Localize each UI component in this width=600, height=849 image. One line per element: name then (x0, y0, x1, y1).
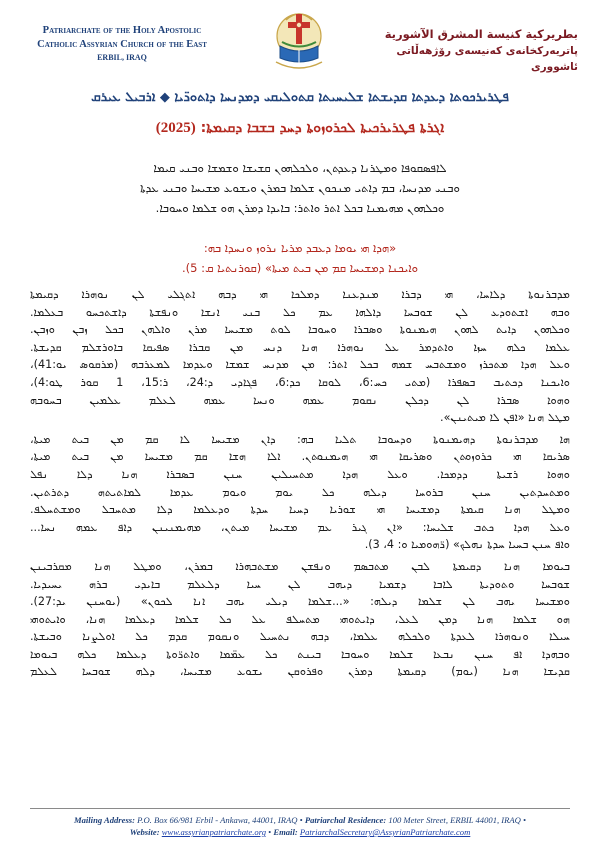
body-line: ܘܥܠ ܗܕܐ ܟܬܒ ܫܠܝܚܐ: «ܐܢ ܓܝܪ ܥܡ ܡܫܝܚܐ ܡܝܬܢ، ܡܗܝܡܢܝܢܢ ܕܐܦ ܥܡܗ ܢܚܐ... (30, 520, 570, 534)
footer-separator: • (299, 815, 303, 825)
scripture-quote-line: ܘܐܝܟܢܐ ܕܡܫܝܚܐ ܩܡ ܡܢ ܒܝܬ ܡܝܬܐ» (ܩܘܪܢܬܝܐ ܩ: 5). (181, 261, 419, 275)
website-label: Website: (129, 827, 160, 837)
letter-body (30, 286, 570, 685)
body-line: ܘܗܘܐ ܪܫܝܬܐ ܕܕܡܟܐ. ܘܥܠ ܗܕܐ ܡܬܚܝܠܝܢ ܚܢܢ ܒܣܒܪܐ ܗܢܐ ܕܠܐ ܢܦܠ (30, 467, 570, 481)
footer-address-line (20, 814, 580, 826)
body-line: ܘܡܫܝܚܐ ܝܗܒ ܠܢ ܫܠܡܐ ܕܝܠܗ: «...ܫܠܡܐ ܕܝܠܝ ܝܗܒ ܐܢܐ ܠܟܘܢ» (ܝܘܚܢܢ ܝܕ:27). (30, 595, 570, 609)
footer-divider (30, 808, 570, 809)
letterhead-english-line1: Patriarchate of the Holy Apostolic (42, 25, 202, 36)
letterhead-english (22, 24, 222, 62)
scripture-quote-line: «ܗܕܐ ܗܝ ܝܘܡܐ ܕܥܒܕ ܡܪܝܐ ܢܪܘܙ ܘܢܚܕܐ ܒܗ: (203, 241, 397, 255)
body-line: ܩܕܝܫܐ ܗܢܐ (ܝܘܡ) ܕܩܝܡܬܐ ܕܡܪܢ ܘܦܪܘܩܢ ܝܫܘܥ ܡܫܝܚܐ، ܕܠܗ ܫܘܒܚܐ ܠܥܠܡ (30, 665, 570, 679)
body-line: ܫܘܒܚܐ ܘܬܘܕܝܬܐ ܠܐܒܐ ܕܫܡܝܐ ܕܝܗܒ ܠܢ ܚܝܐ ܕܠܥܠܡ ܒܐܝܕܝ ܒܪܗ ܝܚܝܕܝܐ. (30, 577, 570, 591)
salutation-line: ܘܟܠܗܘܢ ܡܗܝܡܢܐ ܒܟܠ ܐܬܪ ܘܐܬܪ: ܒܐܝܕܐ ܕܡܪܢ ܗܘ ܫܠܡܐ ܘܚܘܒܐ. (155, 201, 445, 215)
salutation-line: ܘܒܢܝ ܡܕܢܚܐ، ܒܡ ܕܐܬܝ ܡܢܟܘܢ ܫܠܡܐ ܒܡܪܢ ܘܝܫܘܥ ܡܫܝܚܐ ܘܒܢܝ ܥܕܬܐ (140, 181, 460, 195)
body-line: ܥܠܡܐ ܟܠܗ ܚܙܐ ܘܐܬܕܡܪ ܥܠ ܢܘܗܪܐ ܗܢܐ ܕܢܚ ܡܢ ܩܒܪܐ ܣܦܝܩܐ ܒܐܘܪܫܠܡ ܩܕܝܫܬܐ. (30, 340, 570, 354)
body-line: ܘܟܠܗܘܢ ܕܐܝܬ ܠܗܘܢ ܗܝܡܢܘܬܐ ܘܣܒܪܐ ܘܚܘܒܐ ܠܘܬ ܡܫܝܚܐ ܡܪܢ ܘܐܠܗܢ ܒܟܠ ܙܒܢ ܘܙܒܢ. (30, 323, 570, 337)
body-line: ܒܝܘܡܐ ܗܢܐ ܕܩܝܡܬܐ ܠܒܢ ܡܬܒܣܡ ܘܢܦܫܢ ܡܫܬܒܗܪܐ ܒܡܪܢ، ܘܡܛܠ ܗܢܐ ܡܩܪܒܝܢܢ (30, 559, 570, 573)
salutation (48, 158, 552, 218)
document-title-text: ܐܓܪܬܐ ܦܛܪܝܪܟܝܬܐ ܠܟܪܘܙܘܬܐ ܕܚܕ ܒܫܒܐ ܕܩܝܡܬܐ: (200, 120, 445, 136)
church-cross-book-emblem-icon (266, 6, 332, 78)
body-line: ܗܘ ܫܠܡܐ ܗܢܐ ܕܡܢ ܠܥܠ، ܕܐܝܬܘܗܝ ܡܬܚܠܦ ܥܠ ܟܠ ܫܠܡܐ ܕܥܠܡܐ ܗܢܐ، ܘܐܝܬܘܗܝ (30, 612, 570, 626)
footer-contact-line (20, 826, 580, 838)
syriac-letterhead-line: ܦܛܪܝܪܟܘܬܐ ܕܥܕܬܐ ܩܕܝܫܬܐ ܫܠܝܚܝܬܐ ܩܬܘܠܝܩܝ ܕܡܕܢܚܐ ܕܐܬܘܖ̈ܝܐ ◆ ܐܪܒܝܠ ܥܝܪܩ (91, 90, 509, 105)
body-line: ܘܒܗ ܐܫܬܘܕܥ ܠܢ ܫܘܒܚܐ ܕܐܠܗܐ ܥܡ ܟܠ ܒܢܝ ܐܢܫܐ ܘܢܦܫܬܐ ܕܐܫܬܟܚܘ ܒܥܠܡܐ. (30, 305, 570, 319)
body-line: ܘܥܠ ܗܕܐ ܡܬܟܪܙ ܘܡܫܬܒܚ ܫܡܗ ܒܟܠ ܐܬܪ: ܡܢ ܡܕܢܚ ܫܡܫܐ ܘܥܕܡܐ ܠܡܥܪܒܗ (ܡܪܩܘܣ ܝܘ:41)، (30, 358, 570, 372)
letterhead-arabic-line: بطريركية كنيسة المشرق الآشورية (384, 27, 578, 41)
patriarchal-residence-label: Patriarchal Residence: (304, 815, 387, 825)
body-line: ܣܪܝܩܐ ܗܝ ܟܪܘܙܘܬܢ ܘܣܪܝܩܐ ܗܝ ܗܝܡܢܘܬܢ. ܐܠܐ ܗܫܐ ܩܡ ܡܫܝܚܐ ܡܢ ܒܝܬ ܡܝܬܐ، (30, 450, 570, 464)
mailing-address-value: P.O. Box 66/981 Erbil - Ankawa, 44001, IRAQ (137, 815, 298, 825)
email-label: Email: (273, 827, 298, 837)
mailing-address-label: Mailing Address: (73, 815, 136, 825)
document-title (24, 120, 576, 137)
body-line: ܗܐ ܡܕܒܪܢܘܬܐ ܕܗܝܡܢܘܬܐ ܘܕܚܘܒܐ ܬܠܝܐ ܒܗ: ܕܐܢ ܡܫܝܚܐ ܠܐ ܩܡ ܡܢ ܒܝܬ ܡܝܬܐ، (30, 432, 570, 446)
body-line: ܡܛܠ ܗܢܐ «ܐܦܢ ܠܐ ܡܝܬܝܢܢ». (440, 411, 570, 425)
body-paragraph (30, 286, 570, 427)
salutation-line: ܠܐܦܣܩܘܦܐ ܘܡܛܪܢܐ ܕܥܕܬܢ، ܘܠܟܠܗܘܢ ܩܫܝܫܐ ܘܫܡܫܐ ܘܒܢܝ ܩܝܡܐ (153, 161, 447, 175)
body-line: ܘܐܦ ܚܢܢ ܒܚܝܐ ܚܕܬܐ ܢܗܠܟ» (ܪ̈ܗܘܡܝܐ ܘ: 4، 3). (364, 538, 570, 552)
body-line: ܘܐܝܟܢܐ ܕܟܬܝܒ ܒܣܦܪܐ (ܡܬܝ ܟܚ:6، ܠܘܩܐ ܟܕ:6، ܦܓܐܕܝ ܕ:24، ܪ:15، 1 ܩܘܪ ܛܘ:4)، (30, 375, 570, 389)
footer (20, 814, 580, 838)
body-paragraph (30, 558, 570, 681)
letterhead-arabic (378, 26, 578, 75)
footer-separator: • (268, 827, 272, 837)
body-line: ܘܗܘܐ ܣܒܪܐ ܠܢ ܕܟܠܢ ܢܩܘܡ ܥܡܗ ܘܢܚܐ ܥܡܗ ܠܥܠܡ ܥܠܡܝܢ ܒܚܘܒܗ (30, 393, 570, 407)
body-line: ܚܝܠܐ ܘܢܘܗܪܐ ܠܥܕܬܐ ܘܠܟܠܗ ܥܠܡܐ، ܕܒܗ ܢܬܚܝܠ ܘܢܩܘܡ ܩܕܡ ܟܠ ܐܘܠܨܢܐ ܘܒܝܫܬܐ. (30, 630, 570, 644)
body-line: ܘܡܬܚܕܬܝܢ ܚܢܢ ܒܪܘܚܐ ܕܝܠܗ ܟܠ ܝܘܡ ܘܝܘܡ ܥܕܡܐ ܠܡܐܬܝܬܗ ܕܬܪܬܝܢ. (30, 485, 570, 499)
body-line: ܡܕܒܪܢܘܬܐ ܕܠܐܚܐ، ܗܝ ܕܒܪܐ ܡܢܕܥܢܐ ܕܡܠܟܐ ܗܝ ܕܒܗ ܐܬܓܠܝ ܠܢ ܢܘܗܪܐ ܕܩܝܡܬܐ (30, 288, 570, 301)
body-line: ܘܡܛܠ ܗܢܐ ܩܝܡܬܐ ܕܡܫܝܚܐ ܗܝ ܫܘܪܝܐ ܕܚܝܐ ܚܕܬܐ ܘܕܥܠܡܐ ܕܠܐ ܡܬܚܒܠ ܘܡܫܬܚܠܦ. (30, 503, 570, 517)
email-link[interactable]: PatriarchalSecretary@AssyrianPatriarchate.com (299, 827, 471, 837)
patriarchal-residence-value: 100 Meter Street, ERBIL 44001, IRAQ (388, 815, 521, 825)
document-title-year: (2025) (155, 120, 196, 136)
website-link[interactable]: www.assyrianpatriarchate.org (161, 827, 267, 837)
scripture-quote (60, 238, 540, 278)
letterhead-kurdish-line: پاتریەرکخانەی کەنیسەی رۆژهەڵاتی ئاشووری (396, 45, 578, 73)
letterhead-english-line2: Catholic Assyrian Church of the East (37, 39, 207, 50)
letterhead-english-location: ERBIL, IRAQ (97, 53, 147, 62)
footer-separator: • (523, 815, 527, 825)
body-line: ܘܒܗܕܐ ܐܦ ܚܢܢ ܢܒܥܐ ܫܠܡܐ ܘܚܘܒܐ ܒܝܢܬ ܟܠ ܥܡ̈ܡܐ ܘܐܬܪ̈ܘܬܐ ܕܥܠܡܐ ܟܠܗ ܒܝܘܡܐ (30, 647, 570, 661)
church-emblem-logo (266, 6, 332, 78)
body-paragraph (30, 431, 570, 554)
